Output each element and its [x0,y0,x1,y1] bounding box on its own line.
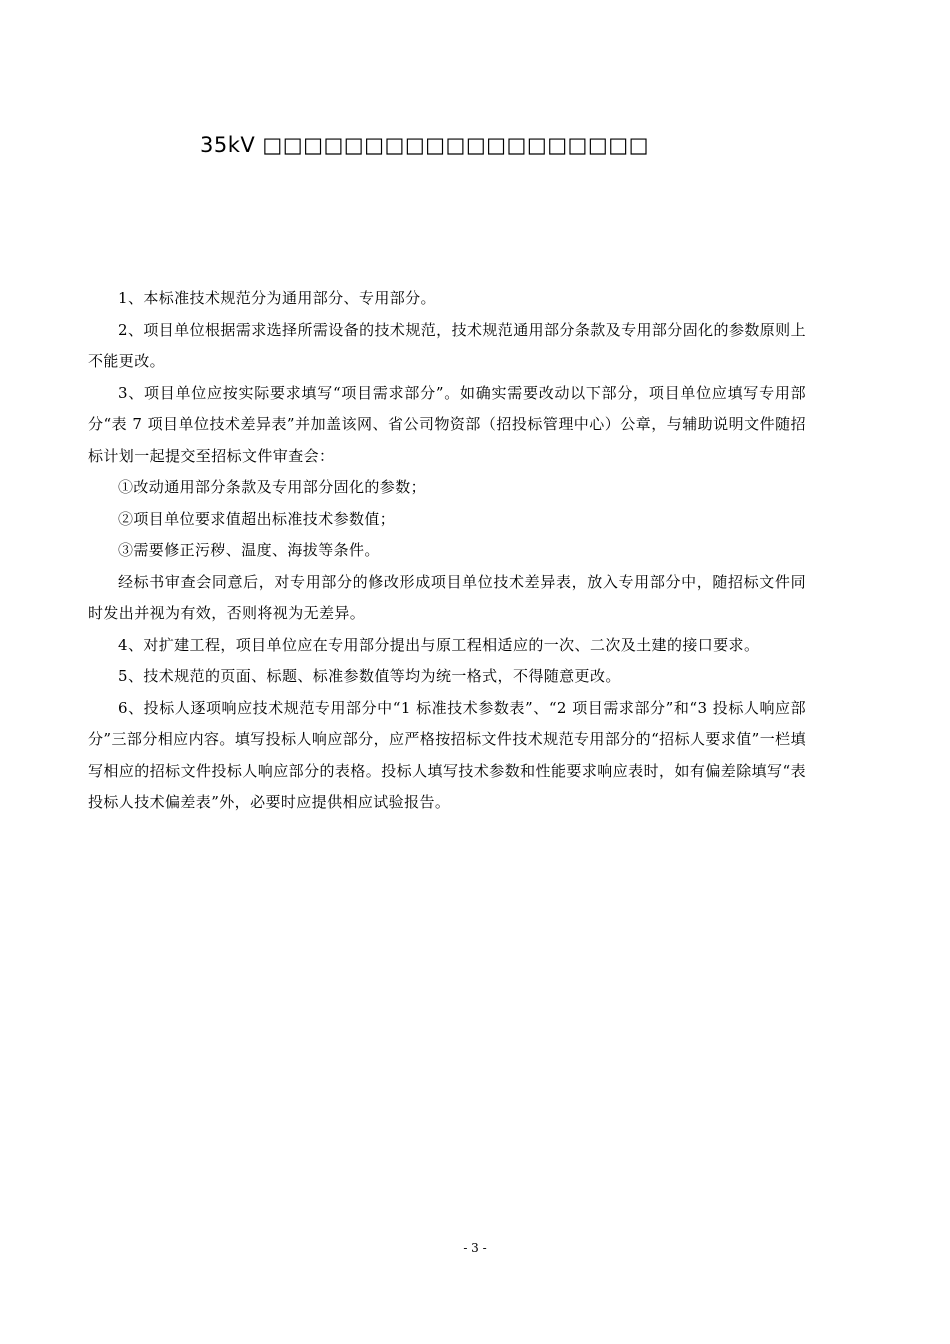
paragraph-1: 1、本标准技术规范分为通用部分、专用部分。 [118,289,436,307]
paragraph-6: 6、投标人逐项响应技术规范专用部分中“1 标准技术参数表”、“2 项目需求部分”和“3 投标人响应部分”三部分相应内容。填写投标人响应部分，应严格按招标文件技术规范专用部分的“招标人要求值”一栏填写相应的招标文件投标人响应部分的表格。投标人填写技术参数和性能要求响应表时，如有偏差除填写“表 投标人技术偏差表”外，必要时应提供相应试验报告。 [88,698,822,811]
paragraph-review: 经标书审查会同意后，对专用部分的修改形成项目单位技术差异表，放入专用部分中，随招标文件同时发出并视为有效，否则将视为无差异。 [88,572,806,622]
paragraph-4: 4、对扩建工程，项目单位应在专用部分提出与原工程相适应的一次、二次及土建的接口要求。 [118,635,760,654]
paragraph-3: 3、项目单位应按实际要求填写“项目需求部分”。如确实需要改动以下部分，项目单位应填写专用部分“表 7 项目单位技术差异表”并加盖该网、省公司物资部（招投标管理中心）公章，与辅助说明文件随招标计划一起提交至招标文件审查会： [88,383,806,465]
document-title: 35kV □□□□□□□□□□□□□□□□□□□ [200,133,649,157]
paragraph-2: 2、项目单位根据需求选择所需设备的技术规范，技术规范通用部分条款及专用部分固化的参数原则上不能更改。 [88,320,806,370]
paragraph-list-item-3: ③需要修正污秽、温度、海拔等条件。 [118,541,380,559]
paragraph-list-item-2: ②项目单位要求值超出标准技术参数值； [118,509,396,528]
paragraph-list-item-1: ①改动通用部分条款及专用部分固化的参数； [118,478,427,496]
page-number: - 3 - [463,1241,487,1255]
paragraph-5: 5、技术规范的页面、标题、标准参数值等均为统一格式，不得随意更改。 [118,667,621,685]
document-body [88,283,822,819]
